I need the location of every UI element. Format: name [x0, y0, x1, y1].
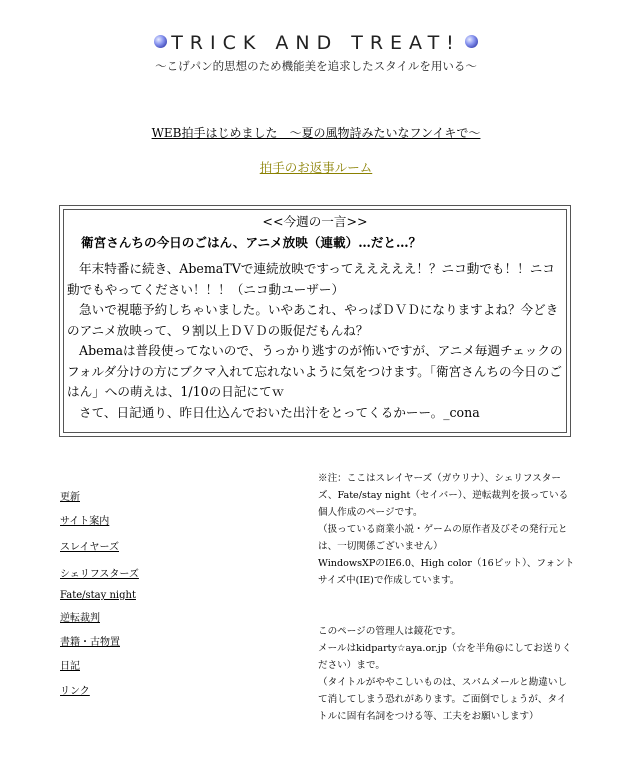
nav-item-slayers[interactable]: スレイヤーズ — [60, 542, 119, 553]
weekly-paragraph: Abemaは普段使ってないので、うっかり逃すのが怖いですが、アニメ毎週チェックのフォルダ分けの方にブクマ入れて忘れないように気をつけます。「衛宮さんちの今日のごはん」への萌えは、1/10の日記にてｗ — [67, 343, 563, 399]
weekly-paragraph: さて、日記通り、昨日仕込んでおいた出汁をとってくるかーー。_cona — [79, 404, 480, 420]
nav-item-site-guide[interactable]: サイト案内 — [60, 516, 110, 527]
notes-spam-warning: （タイトルがややこしいものは、スパムメールと勘違いして消してしまう恐れがあります。ご面倒でしょうが、タイトルに固有名詞をつける等、工夫をお願いします） — [318, 677, 568, 722]
nav-item-books[interactable]: 書籍・古物置 — [60, 637, 120, 648]
notes-spacer — [318, 589, 576, 606]
weekly-heading: <<今週の一言>> — [262, 214, 368, 229]
weekly-paragraph: 急いで視聴予約しちゃいました。いやあこれ、やっぱＤＶＤになりますよね？今どきのアニメ放映って、９割以上ＤＶＤの販促だもんね？ — [67, 302, 559, 338]
nav-item-sheriff-stars[interactable]: シェリフスターズ — [60, 569, 139, 580]
site-title-text: TRICK AND TREAT! — [171, 32, 461, 54]
site-title — [0, 32, 632, 54]
clap-reply-link[interactable]: 拍手のお返事ルーム — [259, 160, 373, 175]
site-navigation — [60, 488, 240, 697]
weekly-subheading: 衛宮さんちの今日のごはん、アニメ放映（連載）…だと…？ — [81, 234, 422, 250]
nav-item-fate-stay-night[interactable]: Fate/stay night — [60, 590, 136, 601]
notes-admin: このページの管理人は鏡花です。 — [318, 626, 461, 637]
web-clap-link[interactable]: WEB拍手はじめました ～夏の風物詩みたいなフンイキで～ — [151, 126, 481, 140]
notes-no-affiliation: （扱っている商業小説・ゲームの原作者及びその発行元とは、一切関係ございません） — [318, 524, 568, 552]
blue-ball-icon — [154, 35, 167, 48]
notes-spacer — [318, 606, 576, 623]
weekly-paragraph: 年末特番に続き、AbemaTVで連続放映ですってえええええ！？ニコ動でも！！ニコ動でもやってください！！！（ニコ動ユーザー） — [67, 261, 555, 297]
notes-environment: WindowsXPのIE6.0、High color（16ビット）、フォントサイズ中(IE)で作成しています。 — [318, 558, 575, 586]
nav-item-ace-attorney[interactable]: 逆転裁判 — [60, 613, 100, 624]
site-notes — [318, 470, 576, 725]
nav-item-diary[interactable]: 日記 — [60, 661, 80, 672]
weekly-message-box — [59, 205, 571, 437]
weekly-message-inner — [63, 209, 567, 433]
notes-mail: メールはkidparty☆aya.or.jp（☆を半角@にしてお送りください）まで。 — [318, 643, 572, 671]
notes-disclaimer: ※注：ここはスレイヤーズ（ガウリナ）、シェリフスターズ、Fate/stay night（セイバー）、逆転裁判を扱っている個人作成のページです。 — [318, 473, 569, 518]
nav-item-updates[interactable]: 更新 — [60, 492, 80, 503]
nav-item-links[interactable]: リンク — [60, 686, 90, 697]
site-subtitle: ～こげパン的思想のため機能美を追求したスタイルを用いる～ — [155, 59, 477, 73]
blue-ball-icon — [465, 35, 478, 48]
